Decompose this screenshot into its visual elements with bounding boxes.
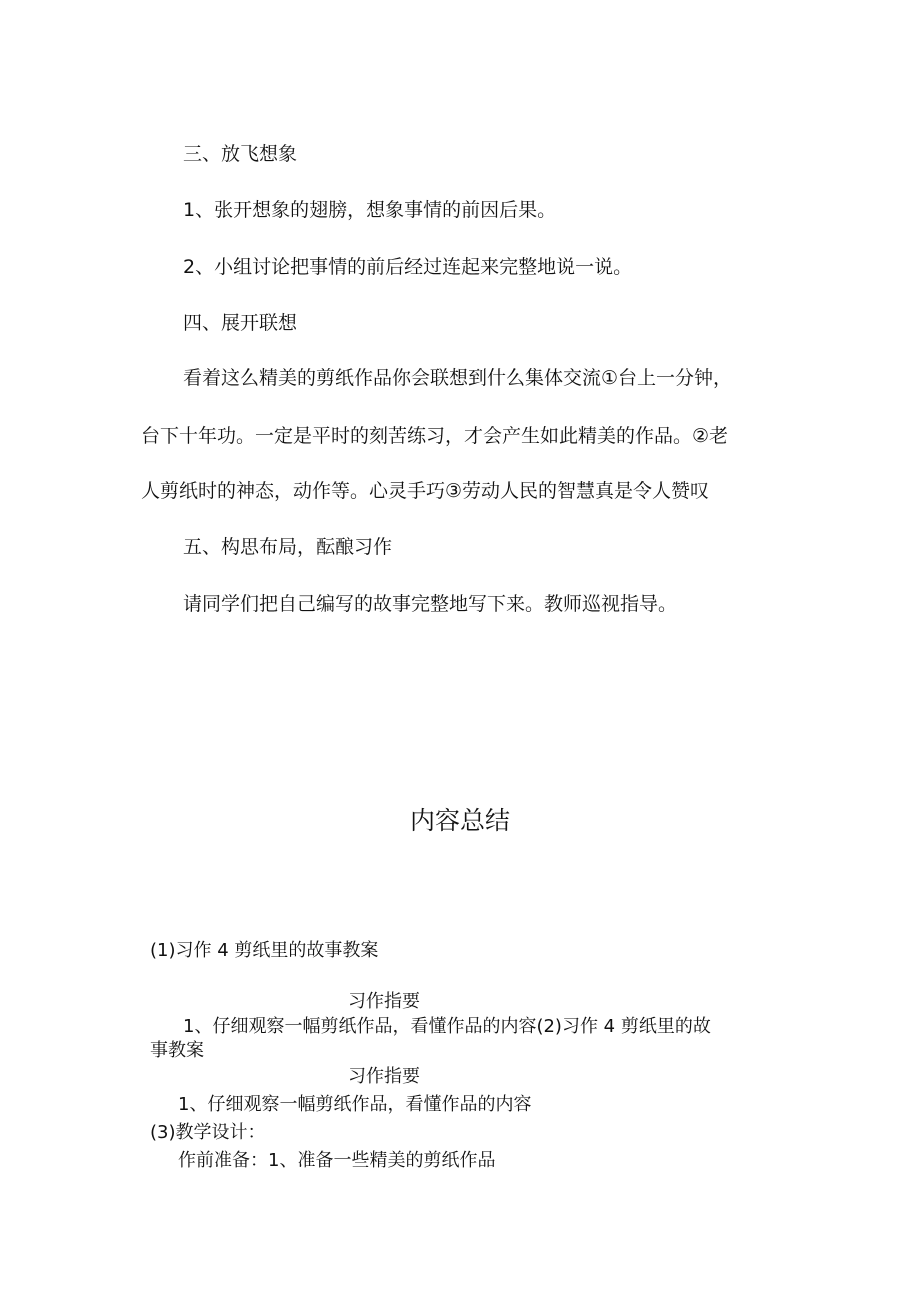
summary-item-1-line-2: 事教案 <box>150 1040 204 1061</box>
summary-item-1: (1)习作 4 剪纸里的故事教案 <box>150 940 379 961</box>
paragraph-line-3: 人剪纸时的神态，动作等。心灵手巧③劳动人民的智慧真是令人赞叹 <box>141 480 710 502</box>
heading-four: 四、展开联想 <box>183 312 298 334</box>
summary-item-3-detail: 作前准备：1、准备一些精美的剪纸作品 <box>178 1150 496 1171</box>
paragraph-line-1: 看着这么精美的剪纸作品你会联想到什么集体交流①台上一分钟， <box>183 367 733 389</box>
item-two: 2、小组讨论把事情的前后经过连起来完整地说一说。 <box>183 256 633 278</box>
heading-five: 五、构思布局，酝酿习作 <box>183 536 393 558</box>
summary-item-2: 1、仔细观察一幅剪纸作品，看懂作品的内容 <box>178 1094 532 1115</box>
summary-title: 内容总结 <box>409 806 510 835</box>
summary-item-3: (3)教学设计： <box>150 1122 266 1143</box>
heading-three: 三、放飞想象 <box>183 143 298 165</box>
paragraph-instruction: 请同学们把自己编写的故事完整地写下来。教师巡视指导。 <box>183 593 678 615</box>
summary-item-1-line-1: 1、仔细观察一幅剪纸作品，看懂作品的内容(2)习作 4 剪纸里的故 <box>183 1016 711 1037</box>
paragraph-line-2: 台下十年功。一定是平时的刻苦练习，才会产生如此精美的作品。②老 <box>141 425 729 447</box>
summary-subheading-1: 习作指要 <box>348 991 420 1012</box>
summary-subheading-2: 习作指要 <box>348 1066 420 1087</box>
item-one: 1、张开想象的翅膀，想象事情的前因后果。 <box>183 199 557 221</box>
